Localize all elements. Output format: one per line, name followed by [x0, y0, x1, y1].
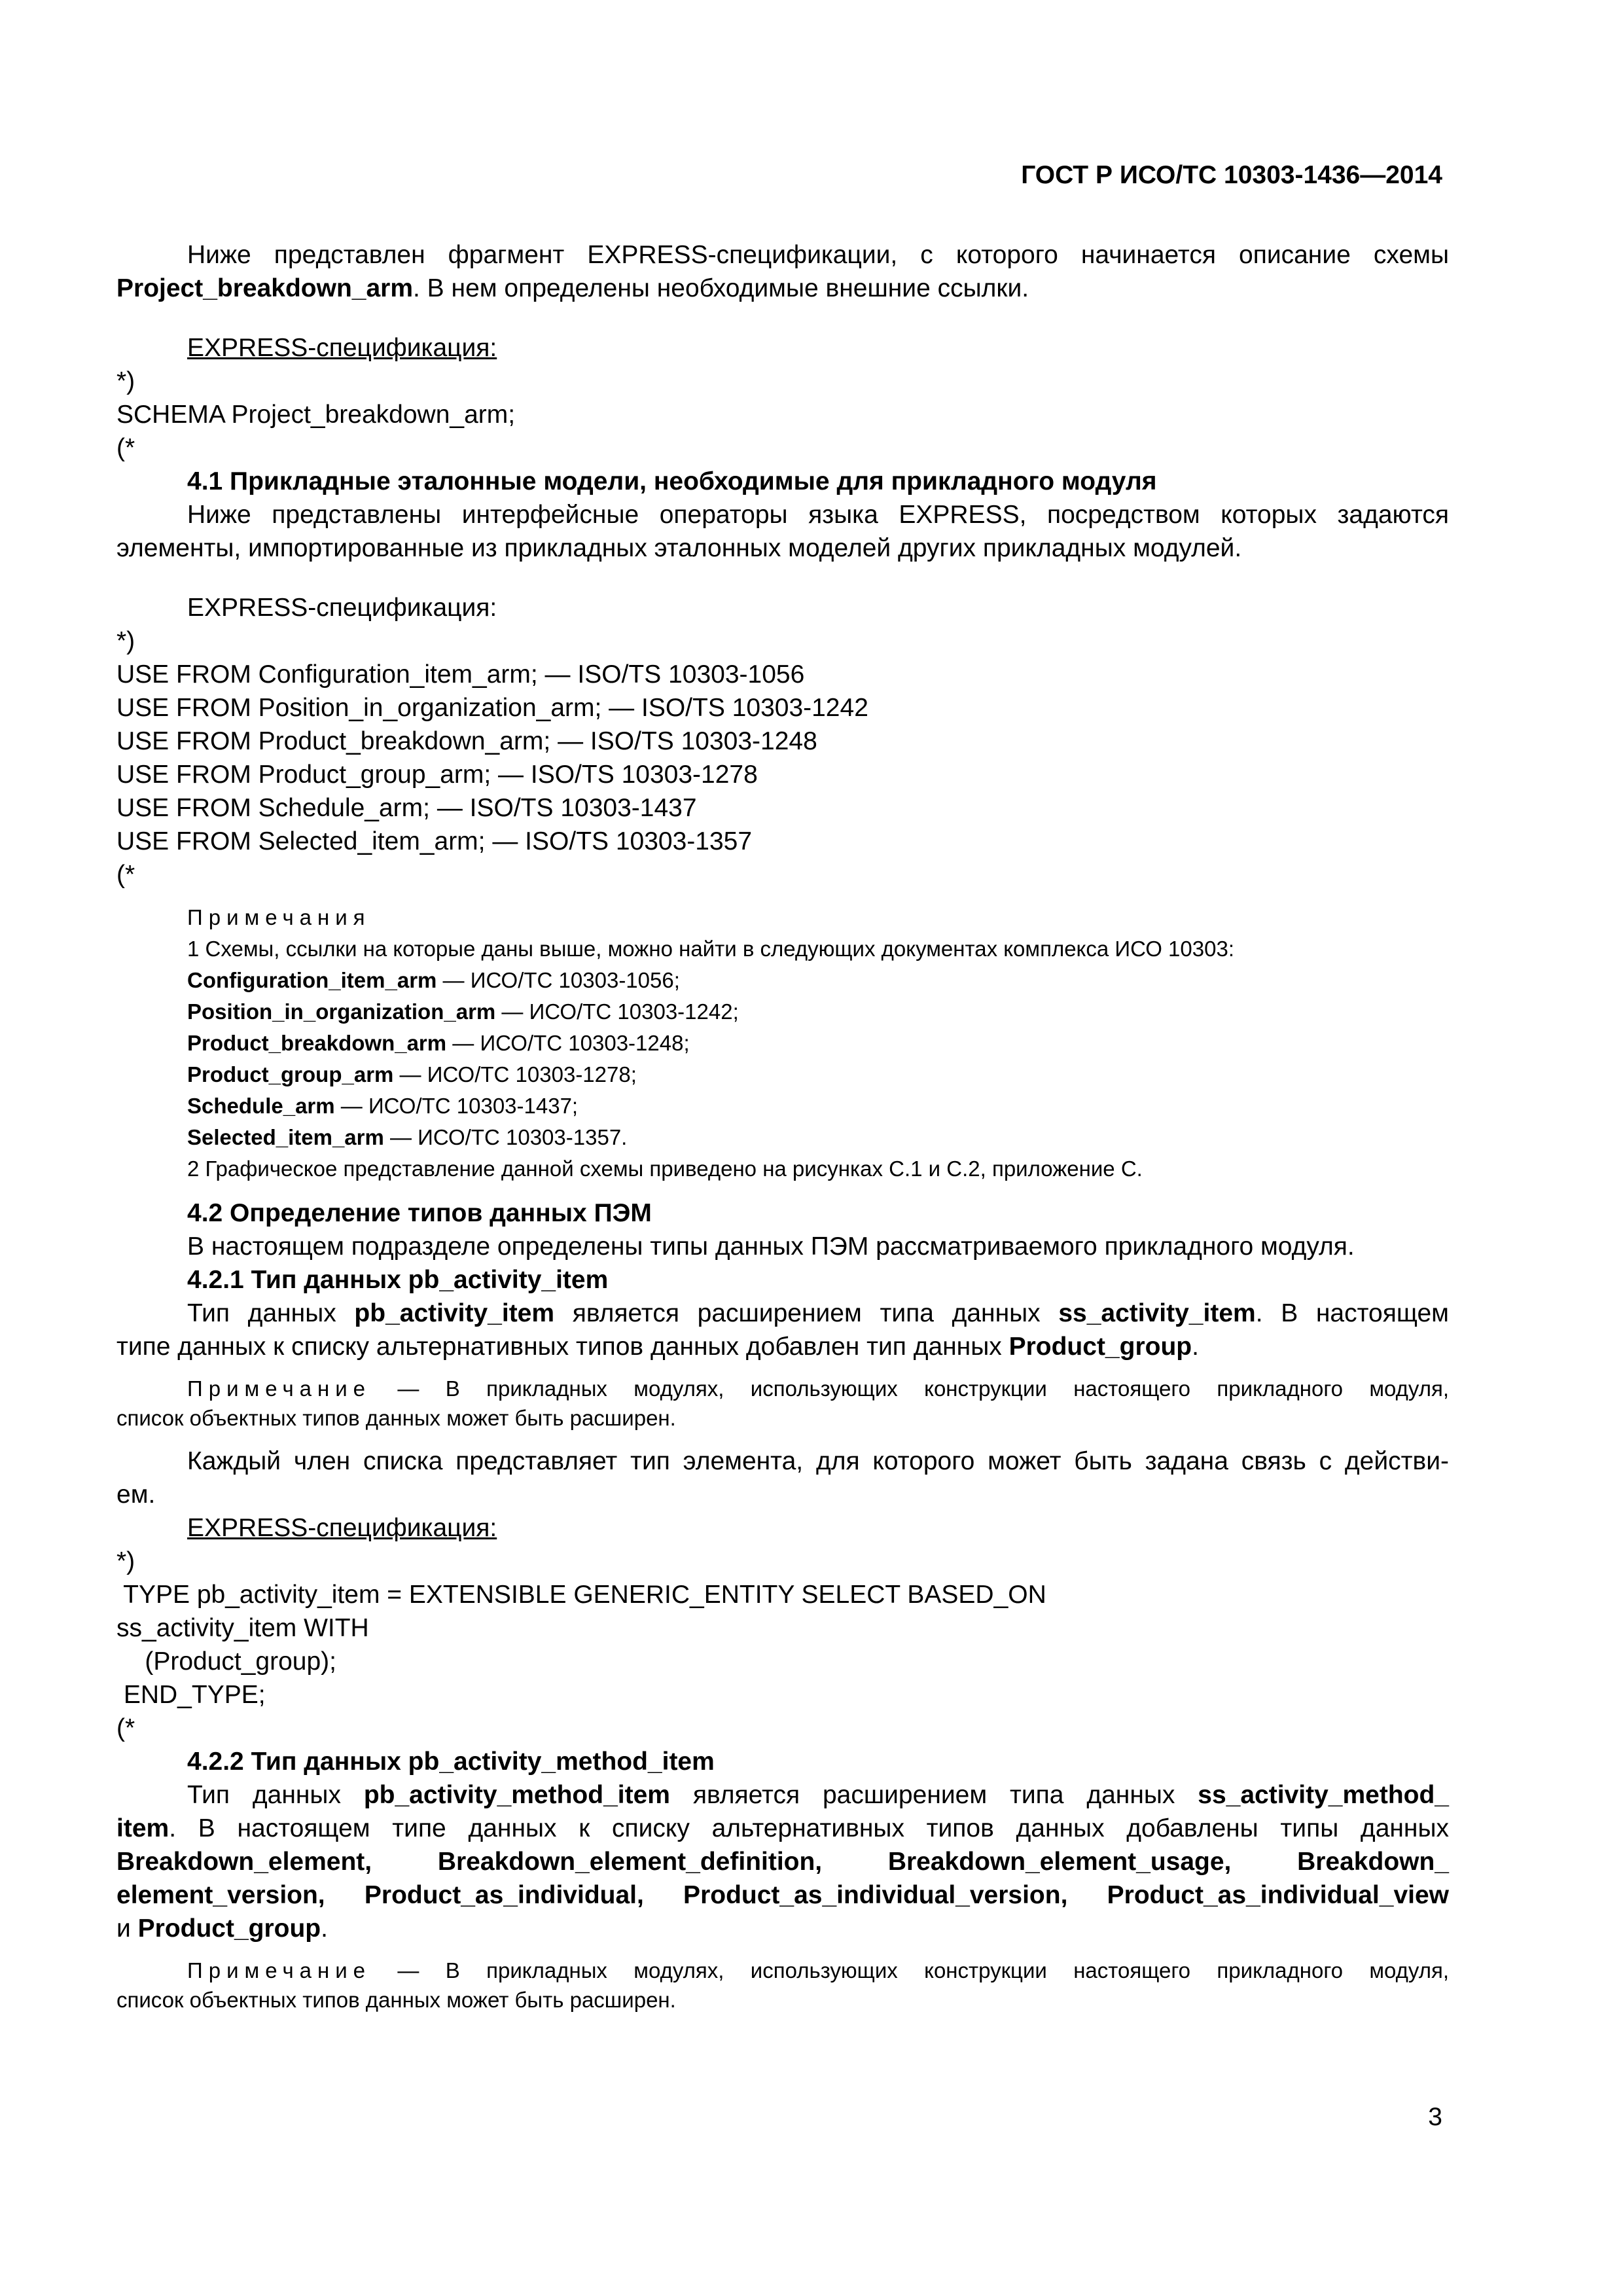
code-line: USE FROM Schedule_arm; — ISO/TS 10303-1437: [116, 794, 697, 822]
express-label: EXPRESS-спецификация:: [187, 334, 497, 362]
note-ref: Selected_item_arm — ИСО/ТС 10303-1357.: [187, 1125, 628, 1149]
s422-line1: Тип данных pb_activity_method_item является расширением типа данных ss_activity_method_: [187, 1781, 1449, 1809]
code-line: USE FROM Configuration_item_arm; — ISO/TS 10303-1056: [116, 660, 805, 689]
s422-line4: element_version, Product_as_individual, Product_as_individual_version, Product_as_individual_view: [116, 1881, 1449, 1909]
code-line: *): [116, 627, 135, 655]
code-line: (*: [116, 861, 135, 889]
note-1: 1 Схемы, ссылки на которые даны выше, можно найти в следующих документах комплекса ИСО 10303:: [187, 937, 1234, 961]
s421-note-line1: Примечание — В прикладных модулях, использующих конструкции настоящего прикладного модуля,: [187, 1376, 1449, 1401]
s422-note-line2: список объектных типов данных может быть расширен.: [116, 1988, 676, 2012]
s421-note-line2: список объектных типов данных может быть расширен.: [116, 1406, 676, 1430]
s41-paragraph-line2: элементы, импортированные из прикладных эталонных моделей других прикладных модулей.: [116, 534, 1242, 562]
code-line: USE FROM Selected_item_arm; — ISO/TS 10303-1357: [116, 827, 753, 855]
code-line: *): [116, 1547, 135, 1575]
express-label: EXPRESS-спецификация:: [187, 594, 497, 622]
intro-paragraph-line1: Ниже представлен фрагмент EXPRESS-спецификации, с которого начинается описание схемы: [187, 241, 1449, 269]
s421-paragraph-line1: Тип данных pb_activity_item является расширением типа данных ss_activity_item. В настоящем: [187, 1299, 1449, 1327]
document-header: ГОСТ Р ИСО/ТС 10303-1436—2014: [1021, 161, 1442, 189]
s41-paragraph-line1: Ниже представлены интерфейсные операторы языка EXPRESS, посредством которых задаются: [187, 501, 1449, 529]
note-ref: Product_breakdown_arm — ИСО/ТС 10303-1248;: [187, 1031, 690, 1055]
code-line: (Product_group);: [116, 1647, 336, 1676]
code-line: *): [116, 367, 135, 395]
code-line: ss_activity_item WITH: [116, 1614, 369, 1642]
express-label: EXPRESS-спецификация:: [187, 1514, 497, 1542]
content-column: [116, 238, 1449, 2015]
code-line: USE FROM Product_breakdown_arm; — ISO/TS 10303-1248: [116, 727, 817, 755]
note-ref: Position_in_organization_arm — ИСО/ТС 10303-1242;: [187, 999, 739, 1024]
section-heading-4-2-1: 4.2.1 Тип данных pb_activity_item: [187, 1266, 609, 1294]
note-ref: Schedule_arm — ИСО/ТС 10303-1437;: [187, 1094, 579, 1118]
section-heading-4-2-2: 4.2.2 Тип данных pb_activity_method_item: [187, 1748, 715, 1776]
s422-line2: item. В настоящем типе данных к списку альтернативных типов данных добавлены типы данных: [116, 1814, 1449, 1842]
s421-paragraph2-line2: ем.: [116, 1480, 156, 1509]
schema-name: Project_breakdown_arm: [116, 274, 414, 302]
section-heading-4-1: 4.1 Прикладные эталонные модели, необходимые для прикладного модуля: [187, 467, 1157, 495]
section-heading-4-2: 4.2 Определение типов данных ПЭМ: [187, 1199, 652, 1227]
code-line: USE FROM Position_in_organization_arm; — ISO/TS 10303-1242: [116, 694, 868, 722]
code-line: TYPE pb_activity_item = EXTENSIBLE GENERIC_ENTITY SELECT BASED_ON: [116, 1581, 1046, 1609]
s42-paragraph: В настоящем подразделе определены типы данных ПЭМ рассматриваемого прикладного модуля.: [187, 1232, 1355, 1261]
notes-title: Примечания: [187, 905, 371, 929]
s422-line5: и Product_group.: [116, 1914, 328, 1943]
s422-line3: Breakdown_element, Breakdown_element_definition, Breakdown_element_usage, Breakdown_: [116, 1848, 1449, 1876]
intro-paragraph-line2: Project_breakdown_arm. В нем определены необходимые внешние ссылки.: [116, 274, 1029, 302]
page-number: 3: [1428, 2103, 1442, 2131]
s422-note-line1: Примечание — В прикладных модулях, использующих конструкции настоящего прикладного модуля,: [187, 1958, 1449, 1982]
s421-paragraph-line2: типе данных к списку альтернативных типов данных добавлен тип данных Product_group.: [116, 1333, 1199, 1361]
code-line: (*: [116, 434, 135, 462]
note-ref: Configuration_item_arm — ИСО/ТС 10303-1056;: [187, 968, 680, 992]
note-ref: Product_group_arm — ИСО/ТС 10303-1278;: [187, 1062, 637, 1086]
code-line: SCHEMA Project_breakdown_arm;: [116, 401, 516, 429]
note-2: 2 Графическое представление данной схемы приведено на рисунках С.1 и С.2, приложение С.: [187, 1157, 1143, 1181]
code-line: USE FROM Product_group_arm; — ISO/TS 10303-1278: [116, 761, 758, 789]
s421-paragraph2-line1: Каждый член списка представляет тип элемента, для которого может быть задана связь с действи-: [187, 1447, 1449, 1475]
code-line: END_TYPE;: [116, 1681, 266, 1709]
code-line: (*: [116, 1714, 135, 1742]
